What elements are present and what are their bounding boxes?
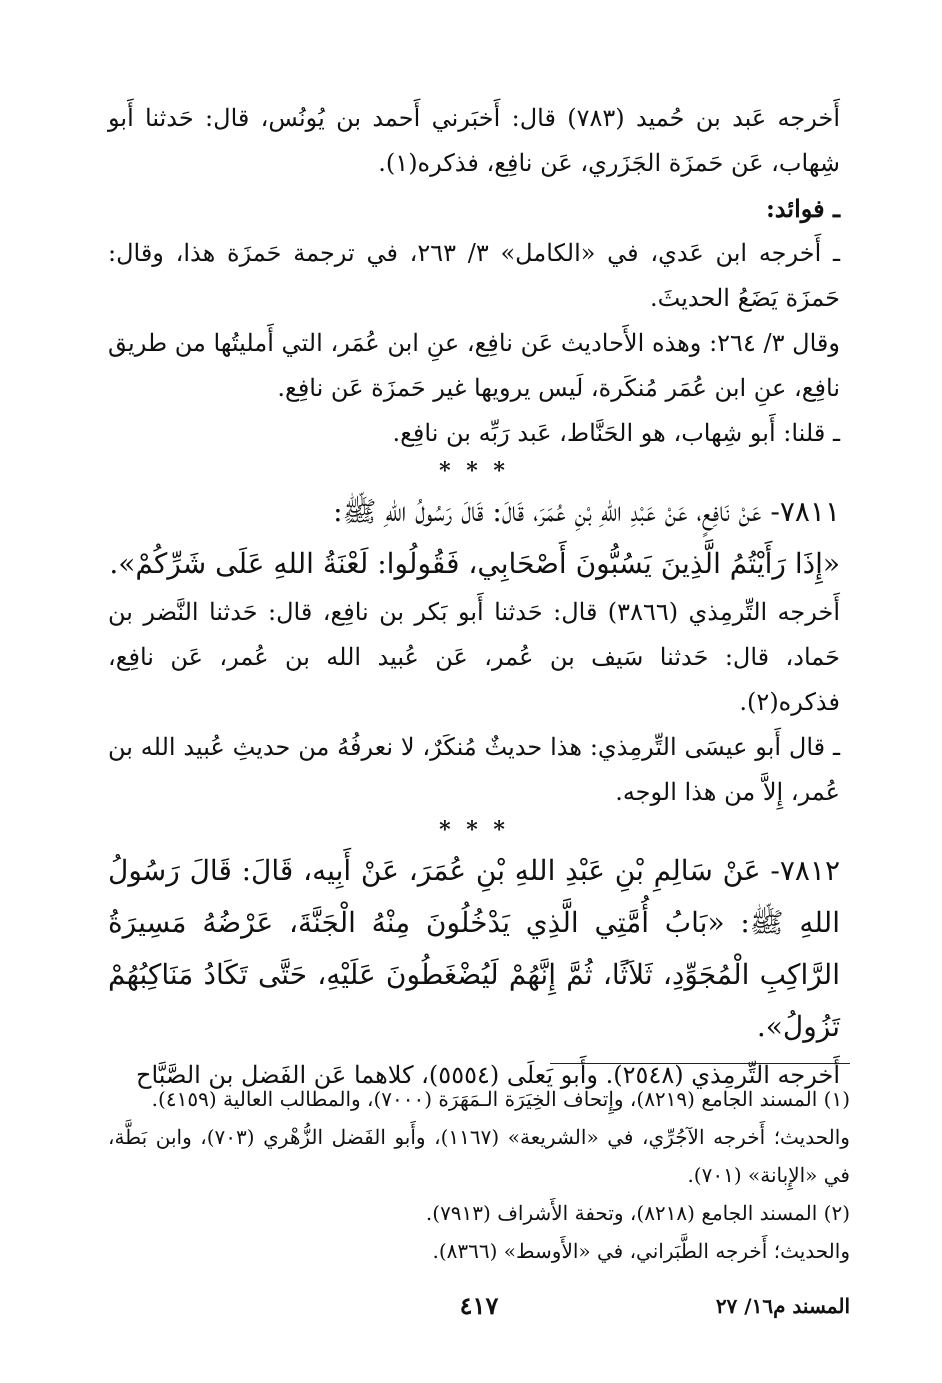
hadith-7812: ٧٨١٢- عَنْ سَالِمِ بْنِ عَبْدِ اللهِ بْنِ عُمَرَ، عَنْ أَبِيه، قَالَ: قَالَ رَسُولُ اللهِ ﷺ: «بَابُ أُمَّتِي الَّذِي يَدْخُلُونَ مِنْهُ الْجَنَّةَ، عَرْضُهُ مَسِيرَةُ الرَّاكِبِ الْمُجَوِّدِ، ثَلاَثًا، ثُمَّ إِنَّهُمْ لَيُضْغَطُونَ عَلَيْهِ، حَتَّى تَكَادُ مَنَاكِبُهُمْ تَزُولُ». xyxy=(108,854,840,1043)
page-footer xyxy=(108,1286,850,1326)
footnote-2: (٢) المسند الجامع (٨٢١٨)، وتحفة الأَشراف (٧٩١٣). xyxy=(425,1201,850,1225)
section-separator-stars: * * * xyxy=(439,817,509,843)
tirmidhi-comment: ـ قال أَبو عيسَى التِّرمِذي: هذا حديثٌ مُنكَرٌ، لا نعرفُهُ من حديثِ عُبيد الله بن عُمر، إِلاَّ من هذا الوجه. xyxy=(108,733,840,806)
hadith-7811-line-2: «إِذَا رَأَيْتُمُ الَّذِينَ يَسُبُّونَ أَصْحَابِي، فَقُولُوا: لَعْنَةُ اللهِ عَلَى شَرِّكُمْ». xyxy=(109,547,840,580)
page-number: ٤١٧ xyxy=(459,1291,499,1320)
footnotes xyxy=(108,1080,850,1270)
printer-signature: المسند م١٦/ ٢٧ xyxy=(715,1294,850,1318)
fawaid-paragraph-3: ـ قلنا: أَبو شِهاب، هو الحَنَّاط، عَبد رَبِّه بن نافِع. xyxy=(392,419,840,447)
takhrij-paragraph-7811: أَخرجه التِّرمِذي (٣٨٦٦) قال: حَدثنا أَبو بَكر بن نافِع، قال: حَدثنا النَّضر بن حَماد، قال: حَدثنا سَيف بن عُمر، عَن عُبيد الله بن عُمر، عَن نافِع، فذكره(٢). xyxy=(108,598,841,716)
takhrij-paragraph-1: أَخرجه عَبد بن حُميد (٧٨٣) قال: أَخبَرني أَحمد بن يُونُس، قال: حَدثنا أَبو شِهاب، عَن حَمزَة الجَزَري، عَن نافِع، فذكره(١). xyxy=(108,104,840,177)
footnote-2-continued: والحديث؛ أَخرجه الطَّبَراني، في «الأَوسط» (٨٣٦٦). xyxy=(432,1239,850,1263)
fawaid-paragraph-2: وقال ٣/ ٢٦٤: وهذه الأَحاديث عَن نافِع، عنِ ابن عُمَر، التي أَمليتُها من طريق نافِع، عنِ ابن عُمَر مُنكَرة، لَيس يرويها غير حَمزَة عَن نافِع. xyxy=(108,329,840,402)
fawaid-heading: ـ فوائد: xyxy=(765,194,840,223)
footnote-1: (١) المسند الجامع (٨٢١٩)، وإِتحاف الخِيَرَة الـمَهَرَة (٧٠٠٠)، والمطالب العالية (٤١٥٩). xyxy=(151,1087,850,1111)
footnote-1-continued: والحديث؛ أَخرجه الآجُرِّي، في «الشريعة» (١١٦٧)، وأَبو الفَضل الزُّهْري (٧٠٣)، وابن بَطَّة، في «الإِبانة» (٧٠١). xyxy=(108,1125,850,1187)
hadith-7811-line-1: ٧٨١١- عَنْ نَافِعٍ، عَنْ عَبْدِ اللهِ بْنِ عُمَرَ، قَالَ: قَالَ رَسُولُ اللهِ ﷺ: xyxy=(333,495,840,528)
takhrij-paragraph-7812: أَخرجه التِّرمِذي (٢٥٤٨). وأَبو يَعلَى (٥٥٥٤)، كلاهما عَن الفَضل بن الصَّبَّاح xyxy=(135,1061,840,1089)
fawaid-paragraph-1: ـ أَخرجه ابن عَدي، في «الكامل» ٣/ ٢٦٣، في ترجمة حَمزَة هذا، وقال: حَمزَة يَضَعُ الحديثَ. xyxy=(108,239,841,312)
footnote-divider-line xyxy=(550,1063,850,1064)
main-text xyxy=(108,96,840,1098)
section-separator-stars: * * * xyxy=(439,458,509,484)
